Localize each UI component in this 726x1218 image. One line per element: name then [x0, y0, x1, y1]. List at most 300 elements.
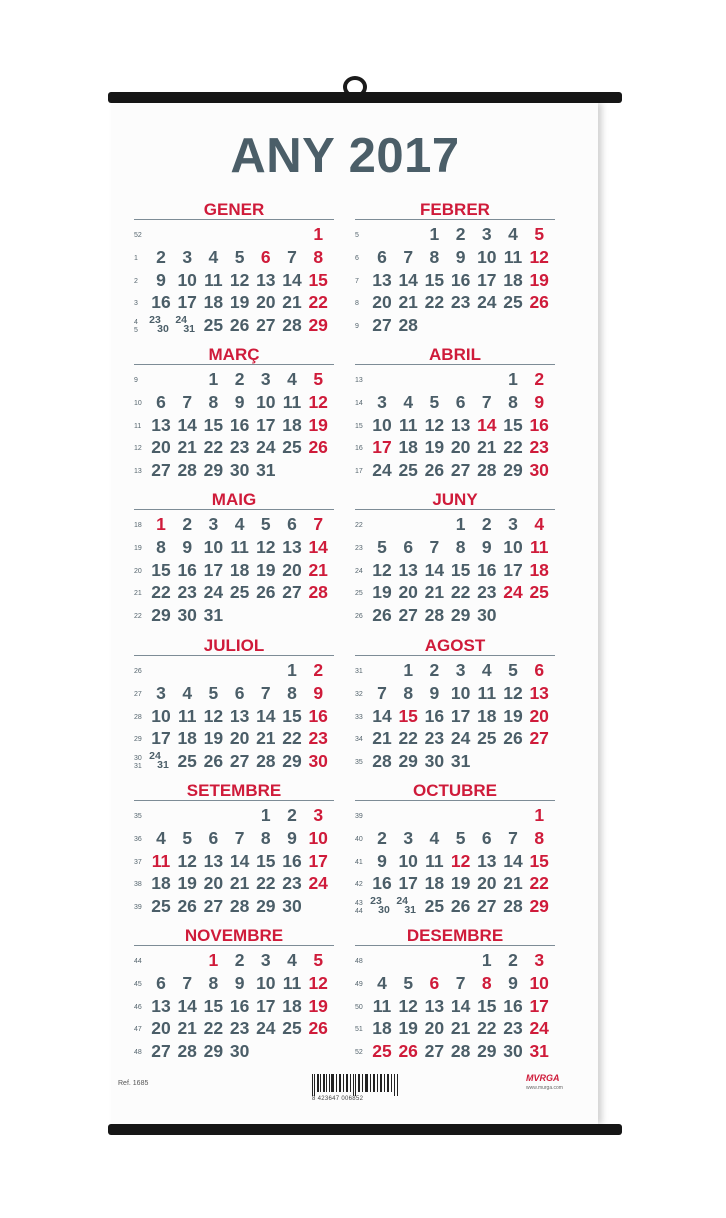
calendar-day: 26 [503, 728, 523, 749]
calendar-day: 2 [377, 827, 387, 848]
calendar-day: 17 [477, 269, 497, 290]
calendar-day: 5 [208, 682, 219, 703]
calendar-day: 15 [282, 705, 302, 726]
month-juliol [134, 636, 334, 776]
calendar-day: 1 [429, 224, 440, 244]
calendar-day: 19 [503, 705, 523, 726]
calendar-day: 8 [403, 682, 414, 703]
calendar-day: 29 [203, 460, 224, 481]
calendar-day: 4 [287, 369, 297, 389]
calendar-day: 19 [372, 582, 392, 603]
calendar-day: 9 [313, 682, 324, 703]
calendar-day: 16 [177, 559, 197, 580]
calendar-day: 27 [282, 582, 302, 603]
calendar-day: 16 [503, 995, 523, 1016]
month-divider [134, 945, 334, 946]
calendar-day: 29 [203, 1041, 224, 1062]
calendar-day: 4 [182, 682, 193, 703]
calendar-day: 6 [377, 246, 387, 267]
calendar-day: 14 [177, 995, 197, 1016]
month-name: ABRIL [429, 345, 481, 364]
month-name: AGOST [424, 636, 486, 655]
calendar-day: 4 [534, 514, 545, 534]
calendar-day: 13 [477, 850, 497, 871]
week-number: 14 [355, 399, 363, 407]
week-number: 48 [134, 1049, 142, 1057]
calendar-day: 11 [372, 995, 392, 1016]
calendar-day: 7 [508, 827, 518, 848]
calendar-day: 16 [424, 705, 445, 726]
calendar-day: 9 [508, 972, 518, 993]
calendar-day: 28 [398, 315, 418, 336]
calendar-day: 17 [256, 995, 276, 1016]
week-number: 5 [134, 327, 138, 335]
week-number: 12 [134, 445, 142, 453]
week-number: 42 [355, 881, 363, 889]
calendar-day: 22 [203, 437, 224, 458]
calendar-day: 24 [149, 750, 161, 763]
calendar-day: 15 [450, 559, 471, 580]
week-number: 26 [355, 613, 363, 621]
calendar-day: 6 [481, 827, 492, 848]
calendar-day: 3 [455, 660, 466, 680]
calendar-day: 12 [229, 269, 250, 290]
calendar-day: 22 [398, 728, 418, 749]
calendar-day: 13 [203, 850, 224, 871]
calendar-day: 20 [151, 1018, 171, 1039]
calendar-day: 3 [208, 514, 219, 534]
calendar-day: 11 [151, 850, 171, 871]
brand-url: www.murga.com [526, 1085, 563, 1091]
calendar-day: 4 [481, 660, 492, 680]
calendar-day: 25 [282, 1018, 302, 1039]
calendar-day: 29 [503, 460, 523, 481]
calendar-day: 18 [151, 873, 171, 894]
calendar-day: 20 [256, 292, 276, 313]
calendar-day: 24 [175, 314, 188, 327]
month-desembre [355, 926, 555, 1066]
calendar-day: 4 [429, 827, 440, 848]
calendar-day: 3 [377, 391, 387, 412]
month-name: GENER [203, 200, 265, 219]
calendar-day: 10 [151, 705, 171, 726]
calendar-day: 27 [450, 460, 471, 481]
calendar-day: 10 [203, 536, 224, 557]
calendar-day: 30 [424, 751, 445, 772]
calendar-day: 4 [156, 827, 166, 848]
week-number: 13 [355, 377, 363, 384]
calendar-day: 16 [229, 995, 250, 1016]
calendar-day: 18 [177, 728, 197, 749]
calendar-day: 31 [404, 904, 417, 917]
calendar-day: 28 [372, 751, 392, 772]
calendar-day: 13 [229, 705, 250, 726]
calendar-day: 21 [477, 437, 497, 458]
month-divider [134, 219, 334, 220]
week-number: 9 [134, 377, 138, 384]
week-number: 9 [355, 323, 359, 331]
calendar-day: 8 [508, 391, 518, 412]
calendar-day: 9 [234, 972, 245, 993]
calendar-day: 13 [372, 269, 392, 290]
calendar-day: 16 [450, 269, 471, 290]
calendar-day: 3 [182, 246, 193, 267]
calendar-day: 23 [477, 582, 497, 603]
calendar-day: 19 [229, 292, 250, 313]
calendar-day: 2 [481, 514, 492, 534]
calendar-day: 9 [429, 682, 440, 703]
calendar-day: 18 [529, 559, 549, 580]
calendar-day: 2 [156, 246, 166, 267]
calendar-day: 30 [157, 323, 169, 336]
calendar-day: 20 [450, 437, 471, 458]
week-number: 31 [355, 668, 363, 675]
calendar-day: 24 [529, 1018, 549, 1039]
calendar-day: 26 [424, 460, 445, 481]
calendar-day: 28 [177, 1041, 197, 1062]
calendar-day: 30 [477, 605, 497, 626]
calendar-day: 27 [477, 896, 497, 917]
month-divider [355, 945, 555, 946]
calendar-day: 14 [477, 414, 497, 435]
week-number: 1 [134, 254, 138, 262]
week-number: 20 [134, 567, 142, 575]
calendar-day: 26 [203, 751, 224, 772]
calendar-day: 3 [508, 514, 518, 534]
calendar-day: 19 [177, 873, 197, 894]
calendar-day: 11 [477, 682, 497, 703]
week-number: 18 [134, 522, 142, 529]
calendar-day: 23 [370, 895, 382, 908]
calendar-day: 24 [450, 728, 471, 749]
calendar-day: 3 [156, 682, 166, 703]
calendar-day: 14 [424, 559, 445, 580]
calendar-day: 2 [313, 660, 324, 680]
calendar-day: 15 [477, 995, 497, 1016]
calendar-day: 14 [503, 850, 523, 871]
calendar-day: 26 [177, 896, 197, 917]
week-number: 23 [355, 544, 363, 552]
calendar-day: 8 [455, 536, 466, 557]
week-number: 44 [134, 958, 142, 965]
calendar-day: 6 [429, 972, 440, 993]
calendar-day: 27 [372, 315, 392, 336]
week-number: 15 [355, 422, 363, 430]
week-number: 27 [134, 690, 142, 698]
week-number: 29 [134, 736, 142, 744]
calendar-day: 15 [308, 269, 328, 290]
calendar-day: 25 [424, 896, 445, 917]
calendar-day: 13 [282, 536, 302, 557]
calendar-day: 14 [450, 995, 471, 1016]
calendar-day: 25 [398, 460, 418, 481]
calendar-day: 19 [308, 414, 328, 435]
month-divider [134, 509, 334, 510]
week-number: 36 [134, 835, 142, 843]
calendar-day: 31 [183, 323, 196, 336]
calendar-day: 26 [372, 605, 392, 626]
calendar-day: 15 [503, 414, 523, 435]
week-number: 52 [355, 1049, 363, 1057]
week-number: 30 [134, 755, 142, 763]
calendar-day: 6 [455, 391, 466, 412]
calendar-day: 8 [481, 972, 492, 993]
week-number: 49 [355, 980, 363, 988]
calendar-day: 17 [372, 437, 392, 458]
calendar-day: 16 [529, 414, 549, 435]
barcode-icon [312, 1074, 400, 1096]
calendar-day: 24 [203, 582, 224, 603]
calendar-day: 17 [503, 559, 523, 580]
calendar-day: 1 [508, 369, 518, 389]
calendar-day: 18 [372, 1018, 392, 1039]
calendar-day: 29 [477, 1041, 497, 1062]
calendar-day: 10 [308, 827, 328, 848]
calendar-day: 14 [282, 269, 302, 290]
month-divider [355, 219, 555, 220]
calendar-day: 16 [308, 705, 328, 726]
calendar-day: 13 [529, 682, 549, 703]
month-divider [355, 364, 555, 365]
calendar-day: 5 [429, 391, 440, 412]
calendar-day: 20 [424, 1018, 445, 1039]
calendar-day: 30 [282, 896, 302, 917]
month-name: MARÇ [208, 345, 260, 364]
brand-logo: MVRGA [526, 1073, 560, 1083]
calendar-day: 19 [529, 269, 549, 290]
calendar-day: 1 [208, 950, 219, 970]
calendar-day: 29 [308, 315, 328, 336]
calendar-day: 6 [534, 660, 545, 680]
calendar-day: 17 [256, 414, 276, 435]
month-divider [134, 655, 334, 656]
calendar-day: 19 [308, 995, 328, 1016]
week-number: 11 [134, 422, 142, 430]
calendar-day: 6 [260, 246, 271, 267]
calendar-day: 3 [260, 950, 271, 970]
calendar-day: 19 [398, 1018, 418, 1039]
month-abril [355, 345, 555, 485]
calendar-day: 17 [529, 995, 549, 1016]
calendar-day: 15 [529, 850, 549, 871]
calendar-day: 29 [529, 896, 549, 917]
month-name: JULIOL [203, 636, 265, 655]
calendar-day: 7 [455, 972, 466, 993]
month-gener [134, 200, 334, 340]
calendar-day: 25 [529, 582, 549, 603]
calendar-day: 23 [149, 314, 161, 327]
calendar-day: 19 [203, 728, 224, 749]
calendar-day: 21 [177, 437, 197, 458]
calendar-day: 5 [313, 950, 324, 970]
calendar-day: 12 [424, 414, 445, 435]
calendar-day: 13 [151, 414, 171, 435]
calendar-day: 20 [203, 873, 224, 894]
week-number: 39 [355, 813, 363, 820]
calendar-day: 10 [256, 391, 276, 412]
calendar-day: 9 [534, 391, 545, 412]
calendar-day: 10 [177, 269, 197, 290]
calendar-day: 22 [424, 292, 445, 313]
calendar-day: 20 [477, 873, 497, 894]
calendar-day: 9 [156, 269, 166, 290]
calendar-day: 23 [529, 437, 549, 458]
calendar-day: 11 [177, 705, 197, 726]
calendar-day: 3 [534, 950, 545, 970]
calendar-day: 12 [450, 850, 471, 871]
calendar-day: 28 [177, 460, 197, 481]
calendar-day: 7 [182, 972, 193, 993]
calendar-day: 8 [313, 246, 324, 267]
calendar-day: 7 [182, 391, 193, 412]
month-divider [355, 509, 555, 510]
calendar-day: 1 [260, 805, 271, 825]
calendar-day: 12 [398, 995, 418, 1016]
week-number: 8 [355, 300, 359, 308]
calendar-day: 4 [208, 246, 219, 267]
calendar-day: 16 [282, 850, 302, 871]
calendar-day: 7 [481, 391, 492, 412]
week-number: 13 [134, 468, 142, 476]
calendar-day: 28 [477, 460, 497, 481]
calendar-day: 10 [477, 246, 497, 267]
week-number: 5 [355, 232, 359, 239]
week-number: 7 [355, 277, 359, 285]
calendar-day: 22 [203, 1018, 224, 1039]
calendar-day: 9 [234, 391, 245, 412]
calendar-day: 12 [529, 246, 549, 267]
calendar-day: 1 [287, 660, 297, 680]
calendar-day: 23 [282, 873, 302, 894]
calendar-day: 24 [308, 873, 328, 894]
calendar-day: 25 [503, 292, 523, 313]
calendar-day: 10 [256, 972, 276, 993]
calendar-day: 21 [398, 292, 418, 313]
week-number: 2 [134, 277, 138, 285]
calendar-day: 30 [503, 1041, 523, 1062]
calendar-day: 27 [151, 1041, 171, 1062]
calendar-day: 1 [455, 514, 466, 534]
calendar-day: 2 [429, 660, 440, 680]
calendar-day: 17 [450, 705, 471, 726]
calendar-day: 28 [308, 582, 328, 603]
calendar-day: 3 [481, 224, 492, 244]
calendar-day: 13 [151, 995, 171, 1016]
month-setembre [134, 781, 334, 921]
calendar-day: 30 [177, 605, 197, 626]
calendar-day: 4 [508, 224, 518, 244]
calendar-day: 14 [177, 414, 197, 435]
month-febrer [355, 200, 555, 340]
calendar-day: 1 [313, 224, 324, 244]
calendar-day: 8 [260, 827, 271, 848]
calendar-day: 14 [398, 269, 418, 290]
calendar-day: 12 [372, 559, 392, 580]
week-number: 39 [134, 904, 142, 912]
week-number: 40 [355, 835, 363, 843]
calendar-day: 14 [229, 850, 250, 871]
calendar-day: 30 [229, 460, 250, 481]
calendar-day: 6 [403, 536, 414, 557]
calendar-day: 5 [508, 660, 518, 680]
calendar-day: 7 [234, 827, 245, 848]
calendar-day: 30 [378, 904, 390, 917]
calendar-day: 7 [403, 246, 414, 267]
top-hanger-bar [108, 92, 622, 103]
calendar-day: 31 [529, 1041, 549, 1062]
calendar-day: 9 [377, 850, 387, 871]
week-number: 52 [134, 232, 142, 239]
calendar-day: 13 [424, 995, 445, 1016]
calendar-day: 13 [398, 559, 418, 580]
calendar-day: 17 [398, 873, 418, 894]
calendar-day: 4 [234, 514, 245, 534]
week-number: 28 [134, 713, 142, 721]
calendar-day: 10 [529, 972, 549, 993]
week-number: 4 [134, 319, 138, 327]
calendar-day: 2 [287, 805, 297, 825]
calendar-day: 2 [234, 369, 245, 389]
calendar-day: 28 [256, 751, 276, 772]
calendar-day: 26 [398, 1041, 418, 1062]
month-agost [355, 636, 555, 776]
calendar-day: 23 [308, 728, 328, 749]
month-divider [355, 655, 555, 656]
calendar-day: 10 [398, 850, 418, 871]
calendar-day: 6 [156, 972, 166, 993]
month-name: JUNY [432, 490, 478, 509]
reference-number: Ref. 1685 [118, 1080, 149, 1087]
calendar-day: 30 [529, 460, 549, 481]
calendar-day: 23 [177, 582, 197, 603]
calendar-day: 21 [372, 728, 392, 749]
calendar-day: 20 [151, 437, 171, 458]
calendar-day: 12 [503, 682, 523, 703]
calendar-day: 17 [203, 559, 224, 580]
calendar-day: 2 [234, 950, 245, 970]
calendar-day: 16 [151, 292, 171, 313]
calendar-day: 14 [308, 536, 328, 557]
calendar-day: 9 [287, 827, 297, 848]
calendar-day: 23 [424, 728, 445, 749]
week-number: 10 [134, 399, 142, 407]
week-number: 26 [134, 668, 142, 675]
calendar-day: 2 [508, 950, 518, 970]
week-number: 22 [355, 522, 363, 529]
week-number: 19 [134, 544, 142, 552]
calendar-day: 31 [157, 759, 169, 772]
calendar-day: 25 [151, 896, 171, 917]
calendar-day: 20 [529, 705, 549, 726]
calendar-day: 5 [182, 827, 193, 848]
calendar-day: 21 [256, 728, 276, 749]
calendar-day: 15 [203, 414, 224, 435]
calendar-day: 7 [287, 246, 297, 267]
calendar-day: 9 [182, 536, 193, 557]
calendar-day: 10 [450, 682, 471, 703]
calendar-day: 29 [450, 605, 471, 626]
week-number: 3 [134, 300, 138, 308]
month-name: SETEMBRE [186, 781, 282, 800]
calendar-day: 19 [424, 437, 445, 458]
week-number: 37 [134, 858, 142, 866]
calendar-day: 15 [398, 705, 418, 726]
calendar-day: 12 [308, 972, 328, 993]
calendar-day: 14 [372, 705, 392, 726]
week-number: 48 [355, 958, 363, 965]
calendar-day: 11 [282, 391, 302, 412]
calendar-day: 20 [229, 728, 250, 749]
